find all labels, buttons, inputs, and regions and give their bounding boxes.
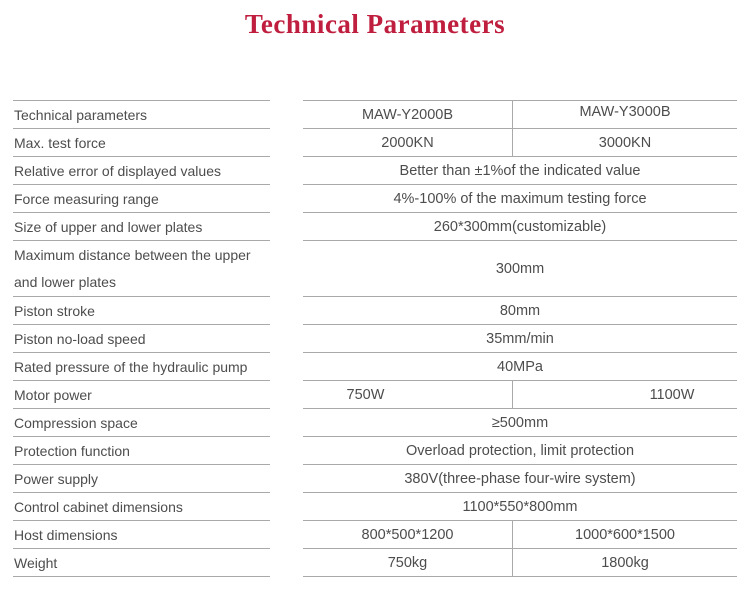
param-label: Control cabinet dimensions bbox=[14, 498, 183, 515]
param-label: Host dimensions bbox=[14, 526, 118, 543]
value-row-host-dims bbox=[303, 521, 737, 549]
param-label-row-force-range bbox=[13, 185, 270, 213]
param-label-row-protection bbox=[13, 437, 270, 465]
value-cell: 260*300mm(customizable) bbox=[433, 218, 607, 235]
value-cell: 380V(three-phase four-wire system) bbox=[404, 470, 636, 487]
param-label-row-compression-space bbox=[13, 409, 270, 437]
value-cell: 80mm bbox=[499, 302, 541, 319]
page-title: Technical Parameters bbox=[244, 9, 506, 39]
param-label: Protection function bbox=[14, 442, 130, 459]
values-table bbox=[303, 100, 737, 577]
model-name-maw-y2000b: MAW-Y2000B bbox=[303, 101, 513, 128]
value-row-weight bbox=[303, 549, 737, 577]
param-label-row-piston-speed bbox=[13, 325, 270, 353]
param-label: Weight bbox=[14, 554, 58, 571]
value-row-motor-power bbox=[303, 381, 737, 409]
param-label-row-plate-size bbox=[13, 213, 270, 241]
value-row-max-distance bbox=[303, 241, 737, 297]
param-label-row-model bbox=[13, 101, 270, 129]
value-row-cabinet-dims bbox=[303, 493, 737, 521]
param-label-row-power-supply bbox=[13, 465, 270, 493]
param-label-row-rated-pressure bbox=[13, 353, 270, 381]
value-row-model bbox=[303, 101, 737, 129]
value-text: 750W bbox=[346, 386, 385, 403]
param-label: Size of upper and lower plates bbox=[14, 218, 203, 235]
value-row-rated-pressure bbox=[303, 353, 737, 381]
param-label: Rated pressure of the hydraulic pump bbox=[14, 358, 248, 375]
value-cell bbox=[513, 381, 737, 408]
param-label-row-motor-power bbox=[13, 381, 270, 409]
value-row-relative-error bbox=[303, 157, 737, 185]
value-row-max-test-force bbox=[303, 129, 737, 157]
param-label: Piston no-load speed bbox=[14, 330, 146, 347]
param-label: Relative error of displayed values bbox=[14, 162, 221, 179]
param-label-row-max-distance bbox=[13, 241, 270, 297]
param-label: Force measuring range bbox=[14, 190, 159, 207]
value-cell: 35mm/min bbox=[486, 330, 554, 347]
value-cell: 1100*550*800mm bbox=[462, 498, 578, 515]
value-cell: Better than ±1%of the indicated value bbox=[399, 162, 641, 179]
value-row-compression-space bbox=[303, 409, 737, 437]
model-name-maw-y3000b: MAW-Y3000B bbox=[579, 103, 671, 120]
value-text: 1100W bbox=[649, 386, 695, 403]
param-label-row-piston-stroke bbox=[13, 297, 270, 325]
param-label: Motor power bbox=[14, 386, 92, 403]
value-cell: 800*500*1200 bbox=[303, 521, 513, 548]
value-cell: 3000KN bbox=[598, 134, 652, 151]
param-label: Power supply bbox=[14, 470, 99, 487]
param-label: Technical parameters bbox=[14, 106, 148, 123]
value-cell: 4%-100% of the maximum testing force bbox=[393, 190, 647, 207]
param-label-row-relative-error bbox=[13, 157, 270, 185]
value-cell: 750kg bbox=[303, 549, 513, 576]
value-cell: 1000*600*1500 bbox=[575, 526, 675, 543]
value-cell: ≥500mm bbox=[491, 414, 549, 431]
param-label: Max. test force bbox=[14, 134, 106, 151]
param-label-row-cabinet-dims bbox=[13, 493, 270, 521]
value-cell: 2000KN bbox=[303, 129, 513, 156]
value-cell: 300mm bbox=[495, 260, 545, 277]
value-row-piston-speed bbox=[303, 325, 737, 353]
param-label-row-weight bbox=[13, 549, 270, 577]
value-row-power-supply bbox=[303, 465, 737, 493]
value-cell: 1800kg bbox=[601, 554, 649, 571]
param-label: Maximum distance between the upper and lower plates bbox=[14, 246, 251, 290]
value-cell: 40MPa bbox=[497, 358, 543, 375]
value-row-protection bbox=[303, 437, 737, 465]
value-row-force-range bbox=[303, 185, 737, 213]
param-label: Compression space bbox=[14, 414, 138, 431]
param-label-row-host-dims bbox=[13, 521, 270, 549]
value-row-piston-stroke bbox=[303, 297, 737, 325]
value-row-plate-size bbox=[303, 213, 737, 241]
param-label: Piston stroke bbox=[14, 302, 95, 319]
param-label-row-max-test-force bbox=[13, 129, 270, 157]
value-cell: Overload protection, limit protection bbox=[405, 442, 635, 459]
value-cell bbox=[303, 381, 513, 408]
parameter-labels-column bbox=[13, 100, 270, 577]
